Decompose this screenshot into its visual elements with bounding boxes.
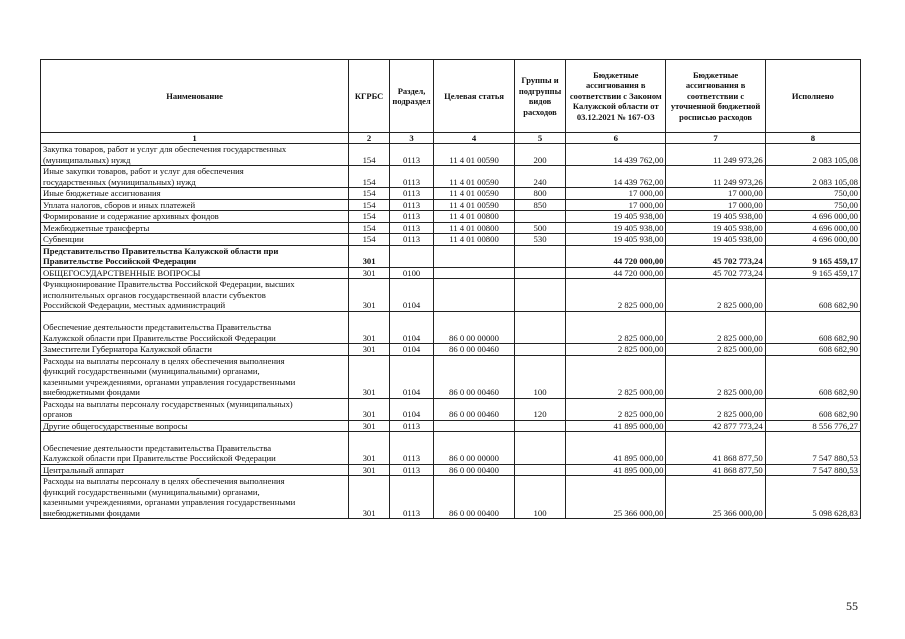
cell-executed-amount: 608 682,90: [765, 311, 860, 344]
cell-target: 86 0 00 00460: [434, 344, 515, 356]
cell-refined-amount: 2 825 000,00: [666, 355, 765, 398]
cell-name: [41, 234, 349, 246]
cell-kgrbs: 154: [349, 199, 390, 211]
cell-name-line: Расходы на выплаты персоналу государственных (муниципальных): [43, 398, 293, 409]
cell-target: 11 4 01 00800: [434, 222, 515, 234]
column-number: 1: [41, 133, 349, 144]
cell-name: [41, 464, 349, 476]
cell-name-line: Российской Федерации, местных администраций: [43, 300, 226, 310]
table-row: [41, 211, 861, 223]
cell-law-amount: 44 720 000,00: [566, 267, 666, 279]
cell-target: 86 0 00 00460: [434, 398, 515, 420]
table-row: [41, 311, 861, 344]
cell-group: [514, 311, 565, 344]
cell-target: 11 4 01 00590: [434, 199, 515, 211]
cell-section: 0100: [390, 267, 434, 279]
table-row: [41, 420, 861, 432]
cell-section: 0104: [390, 279, 434, 312]
cell-name-line: Заместители Губернатора Калужской области: [43, 344, 212, 354]
cell-executed-amount: 7 547 880,53: [765, 432, 860, 465]
header-law: Бюджетные ассигнования в соответствии с Законом Калужской области от 03.12.2021 № 167-ОЗ: [566, 60, 666, 133]
cell-name-line: Межбюджетные трансферты: [43, 222, 150, 233]
header-groups: Группы и подгруппы видов расходов: [514, 60, 565, 133]
cell-section: 0113: [390, 199, 434, 211]
cell-executed-amount: 2 083 105,08: [765, 166, 860, 188]
cell-name-line: Расходы на выплаты персоналу в целях обеспечения выполнения: [43, 476, 285, 486]
cell-name: [41, 279, 349, 312]
cell-section: 0104: [390, 311, 434, 344]
cell-name: [41, 344, 349, 356]
table-row: [41, 188, 861, 200]
cell-law-amount: 17 000,00: [566, 199, 666, 211]
table-body: [41, 144, 861, 519]
cell-target: 86 0 00 00000: [434, 432, 515, 465]
cell-name-line: Обеспечение деятельности представительства Правительства: [43, 442, 272, 453]
cell-executed-amount: 4 696 000,00: [765, 222, 860, 234]
cell-name-line: функций государственными (муниципальными) органами,: [43, 486, 260, 497]
table-row: [41, 344, 861, 356]
cell-kgrbs: 301: [349, 355, 390, 398]
cell-section: 0113: [390, 420, 434, 432]
cell-refined-amount: 2 825 000,00: [666, 279, 765, 312]
cell-kgrbs: 301: [349, 279, 390, 312]
cell-target: 11 4 01 00800: [434, 211, 515, 223]
table-header-row: [41, 60, 861, 133]
header-done: Исполнено: [765, 60, 860, 133]
cell-name-line: Субвенции: [43, 234, 84, 244]
cell-target: 86 0 00 00400: [434, 476, 515, 519]
cell-section: 0104: [390, 355, 434, 398]
cell-kgrbs: 301: [349, 476, 390, 519]
header-kgrbs: КГРБС: [349, 60, 390, 133]
table-row: [41, 166, 861, 188]
cell-kgrbs: 154: [349, 211, 390, 223]
header-name: Наименование: [41, 60, 349, 133]
cell-section: 0113: [390, 188, 434, 200]
table-row: [41, 267, 861, 279]
table-row: [41, 245, 861, 267]
cell-section: [390, 245, 434, 267]
table-row: [41, 476, 861, 519]
cell-group: 100: [514, 476, 565, 519]
cell-section: 0113: [390, 234, 434, 246]
cell-name: [41, 398, 349, 420]
cell-law-amount: 41 895 000,00: [566, 420, 666, 432]
cell-refined-amount: 2 825 000,00: [666, 344, 765, 356]
cell-name: [41, 166, 349, 188]
cell-refined-amount: 11 249 973,26: [666, 144, 765, 166]
cell-name: [41, 245, 349, 267]
cell-executed-amount: 608 682,90: [765, 398, 860, 420]
cell-group: [514, 464, 565, 476]
cell-law-amount: 2 825 000,00: [566, 398, 666, 420]
cell-name-line: Представительство Правительства Калужской области при: [43, 245, 279, 256]
cell-group: [514, 267, 565, 279]
cell-executed-amount: 5 098 628,83: [765, 476, 860, 519]
cell-name-line: Калужской области при Правительстве Российской Федерации: [43, 332, 276, 343]
cell-refined-amount: 19 405 938,00: [666, 222, 765, 234]
cell-executed-amount: 608 682,90: [765, 355, 860, 398]
cell-name-line: ОБЩЕГОСУДАРСТВЕННЫЕ ВОПРОСЫ: [43, 267, 201, 278]
cell-executed-amount: 9 165 459,17: [765, 267, 860, 279]
cell-executed-amount: 750,00: [765, 199, 860, 211]
cell-law-amount: 2 825 000,00: [566, 344, 666, 356]
cell-name: [41, 420, 349, 432]
cell-name: [41, 222, 349, 234]
cell-name-line: [43, 432, 346, 443]
table-row: [41, 355, 861, 398]
cell-refined-amount: 45 702 773,24: [666, 267, 765, 279]
budget-table: [40, 59, 861, 519]
cell-refined-amount: 17 000,00: [666, 188, 765, 200]
table-row: [41, 432, 861, 465]
cell-name-line: внебюджетными фондами: [43, 387, 140, 397]
cell-name-line: Обеспечение деятельности представительства Правительства: [43, 322, 272, 332]
cell-refined-amount: 41 868 877,50: [666, 432, 765, 465]
cell-refined-amount: 17 000,00: [666, 199, 765, 211]
cell-law-amount: 14 439 762,00: [566, 166, 666, 188]
cell-kgrbs: 154: [349, 144, 390, 166]
cell-refined-amount: 45 702 773,24: [666, 245, 765, 267]
cell-refined-amount: 42 877 773,24: [666, 420, 765, 432]
cell-group: [514, 420, 565, 432]
cell-law-amount: 19 405 938,00: [566, 234, 666, 246]
cell-law-amount: 2 825 000,00: [566, 311, 666, 344]
cell-group: 200: [514, 144, 565, 166]
header-refined: Бюджетные ассигнования в соответствии с уточненной бюджетной росписью расходов: [666, 60, 765, 133]
cell-name-line: Формирование и содержание архивных фондов: [43, 211, 219, 221]
page-number: 55: [846, 599, 858, 613]
cell-section: 0104: [390, 398, 434, 420]
column-number: 5: [514, 133, 565, 144]
cell-target: [434, 420, 515, 432]
cell-kgrbs: 301: [349, 344, 390, 356]
cell-executed-amount: 4 696 000,00: [765, 211, 860, 223]
cell-law-amount: 14 439 762,00: [566, 144, 666, 166]
table-row: [41, 398, 861, 420]
table-row: [41, 144, 861, 166]
cell-name: [41, 144, 349, 166]
cell-name: [41, 267, 349, 279]
cell-kgrbs: 154: [349, 234, 390, 246]
cell-executed-amount: 608 682,90: [765, 279, 860, 312]
cell-group: [514, 432, 565, 465]
table-row: [41, 199, 861, 211]
cell-refined-amount: 41 868 877,50: [666, 464, 765, 476]
cell-kgrbs: 301: [349, 311, 390, 344]
cell-group: [514, 279, 565, 312]
cell-target: 86 0 00 00000: [434, 311, 515, 344]
cell-target: 86 0 00 00460: [434, 355, 515, 398]
cell-kgrbs: 154: [349, 166, 390, 188]
cell-kgrbs: 301: [349, 267, 390, 279]
cell-section: 0113: [390, 211, 434, 223]
cell-section: 0113: [390, 432, 434, 465]
column-number: 3: [390, 133, 434, 144]
cell-group: [514, 344, 565, 356]
cell-refined-amount: 25 366 000,00: [666, 476, 765, 519]
cell-name-line: Функционирование Правительства Российской Федерации, высших: [43, 279, 295, 289]
cell-refined-amount: 2 825 000,00: [666, 311, 765, 344]
cell-section: 0113: [390, 166, 434, 188]
cell-refined-amount: 19 405 938,00: [666, 211, 765, 223]
cell-target: [434, 279, 515, 312]
table-row: [41, 464, 861, 476]
cell-executed-amount: 7 547 880,53: [765, 464, 860, 476]
cell-target: [434, 267, 515, 279]
column-number: 8: [765, 133, 860, 144]
cell-name-line: казенными учреждениями, органами управления государственными: [43, 497, 296, 507]
header-section: Раздел, подраздел: [390, 60, 434, 133]
table-row: [41, 279, 861, 312]
cell-refined-amount: 11 249 973,26: [666, 166, 765, 188]
cell-kgrbs: 154: [349, 222, 390, 234]
cell-law-amount: 41 895 000,00: [566, 432, 666, 465]
table-row: [41, 222, 861, 234]
cell-group: [514, 245, 565, 267]
cell-law-amount: 44 720 000,00: [566, 245, 666, 267]
cell-section: 0104: [390, 344, 434, 356]
cell-kgrbs: 301: [349, 432, 390, 465]
cell-group: 120: [514, 398, 565, 420]
cell-refined-amount: 2 825 000,00: [666, 398, 765, 420]
cell-executed-amount: 9 165 459,17: [765, 245, 860, 267]
cell-kgrbs: 301: [349, 245, 390, 267]
cell-name-line: Центральный аппарат: [43, 464, 125, 475]
cell-name: [41, 476, 349, 519]
cell-name-line: Иные закупки товаров, работ и услуг для обеспечения: [43, 166, 244, 176]
cell-name-line: казенными учреждениями, органами управления государственными: [43, 376, 296, 387]
cell-name-line: Калужской области при Правительстве Российской Федерации: [43, 453, 276, 463]
cell-section: 0113: [390, 476, 434, 519]
cell-law-amount: 25 366 000,00: [566, 476, 666, 519]
cell-name: [41, 355, 349, 398]
cell-group: [514, 211, 565, 223]
cell-group: 850: [514, 199, 565, 211]
cell-section: 0113: [390, 464, 434, 476]
cell-group: 500: [514, 222, 565, 234]
cell-name: [41, 199, 349, 211]
column-number: 2: [349, 133, 390, 144]
cell-name-line: Расходы на выплаты персоналу в целях обеспечения выполнения: [43, 355, 285, 366]
cell-section: 0113: [390, 222, 434, 234]
cell-name-line: функций государственными (муниципальными) органами,: [43, 366, 260, 376]
cell-executed-amount: 8 556 776,27: [765, 420, 860, 432]
column-number: 6: [566, 133, 666, 144]
table-row: [41, 234, 861, 246]
cell-executed-amount: 750,00: [765, 188, 860, 200]
cell-target: 11 4 01 00590: [434, 188, 515, 200]
cell-name-line: Правительстве Российской Федерации: [43, 256, 197, 266]
cell-name: [41, 211, 349, 223]
cell-law-amount: 19 405 938,00: [566, 211, 666, 223]
cell-name: [41, 432, 349, 465]
cell-name: [41, 311, 349, 344]
column-number: 7: [666, 133, 765, 144]
cell-kgrbs: 301: [349, 464, 390, 476]
cell-law-amount: 41 895 000,00: [566, 464, 666, 476]
cell-name-line: органов: [43, 409, 73, 419]
cell-kgrbs: 154: [349, 188, 390, 200]
cell-target: 11 4 01 00590: [434, 166, 515, 188]
cell-kgrbs: 301: [349, 398, 390, 420]
cell-name-line: внебюджетными фондами: [43, 507, 140, 518]
column-number-row: [41, 133, 861, 144]
cell-name: [41, 188, 349, 200]
column-number: 4: [434, 133, 515, 144]
cell-name-line: [43, 312, 346, 323]
cell-target: 11 4 01 00590: [434, 144, 515, 166]
cell-law-amount: 17 000,00: [566, 188, 666, 200]
cell-name-line: Уплата налогов, сборов и иных платежей: [43, 199, 196, 210]
cell-executed-amount: 2 083 105,08: [765, 144, 860, 166]
cell-law-amount: 2 825 000,00: [566, 355, 666, 398]
cell-name-line: Другие общегосударственные вопросы: [43, 420, 188, 431]
cell-name-line: исполнительных органов государственной власти субъектов: [43, 289, 266, 300]
cell-name-line: Закупка товаров, работ и услуг для обеспечения государственных: [43, 144, 287, 154]
cell-target: [434, 245, 515, 267]
cell-section: 0113: [390, 144, 434, 166]
cell-law-amount: 19 405 938,00: [566, 222, 666, 234]
cell-executed-amount: 4 696 000,00: [765, 234, 860, 246]
cell-kgrbs: 301: [349, 420, 390, 432]
cell-group: 100: [514, 355, 565, 398]
cell-name-line: (муниципальных) нужд: [43, 154, 131, 165]
cell-group: 800: [514, 188, 565, 200]
cell-executed-amount: 608 682,90: [765, 344, 860, 356]
cell-target: 86 0 00 00400: [434, 464, 515, 476]
cell-law-amount: 2 825 000,00: [566, 279, 666, 312]
cell-target: 11 4 01 00800: [434, 234, 515, 246]
cell-name-line: Иные бюджетные ассигнования: [43, 188, 161, 198]
cell-group: 530: [514, 234, 565, 246]
header-target: Целевая статья: [434, 60, 515, 133]
cell-refined-amount: 19 405 938,00: [666, 234, 765, 246]
cell-name-line: государственных (муниципальных) нужд: [43, 176, 196, 187]
cell-group: 240: [514, 166, 565, 188]
